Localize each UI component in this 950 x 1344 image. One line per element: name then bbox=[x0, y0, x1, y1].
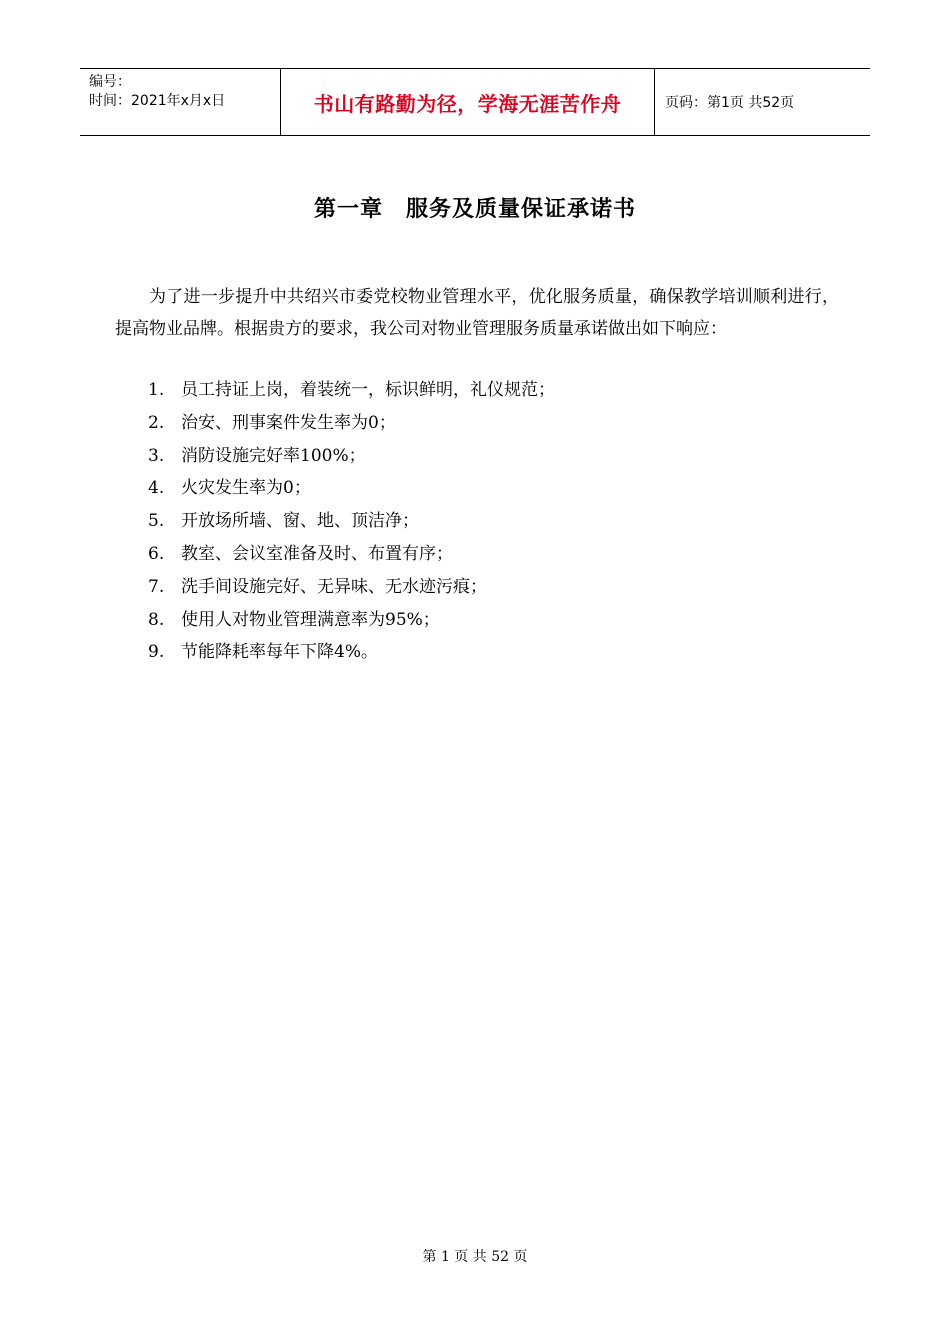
list-item-number: 3. bbox=[148, 445, 165, 466]
list-item-number: 2. bbox=[148, 412, 165, 433]
document-header bbox=[80, 68, 870, 136]
document-date: 时间：2021年x月x日 bbox=[89, 93, 226, 109]
list-item-text: 节能降耗率每年下降4%。 bbox=[181, 642, 378, 663]
list-item-number: 9. bbox=[148, 642, 165, 663]
list-item bbox=[148, 636, 555, 669]
list-item-text: 使用人对物业管理满意率为95%； bbox=[181, 609, 440, 630]
intro-paragraph: 为了进一步提升中共绍兴市委党校物业管理水平，优化服务质量，确保教学培训顺利进行，提高物业品牌。根据贵方的要求，我公司对物业管理服务质量承诺做出如下响应： bbox=[115, 287, 839, 339]
list-item-text: 消防设施完好率100%； bbox=[181, 445, 366, 466]
list-item bbox=[148, 538, 555, 571]
list-item-number: 8. bbox=[148, 609, 165, 630]
page-footer: 第 1 页 共 52 页 bbox=[422, 1249, 528, 1265]
list-item bbox=[148, 407, 555, 440]
list-item bbox=[148, 505, 555, 538]
chapter-title: 第一章 服务及质量保证承诺书 bbox=[313, 197, 636, 222]
list-item bbox=[148, 571, 555, 604]
list-item-number: 6. bbox=[148, 543, 165, 564]
header-motto: 书山有路勤为径，学海无涯苦作舟 bbox=[281, 69, 655, 135]
list-item-text: 员工持证上岗，着装统一，标识鲜明，礼仪规范； bbox=[181, 380, 555, 400]
list-item-text: 教室、会议室准备及时、布置有序； bbox=[181, 543, 453, 564]
list-item-number: 1. bbox=[148, 380, 165, 400]
list-item-number: 4. bbox=[148, 478, 165, 499]
commitment-list bbox=[148, 374, 555, 669]
list-item bbox=[148, 604, 555, 637]
list-item-number: 7. bbox=[148, 576, 165, 597]
list-item-text: 火灾发生率为0； bbox=[181, 478, 311, 499]
list-item bbox=[148, 440, 555, 473]
list-item bbox=[148, 374, 555, 407]
list-item-text: 开放场所墙、窗、地、顶洁净； bbox=[181, 511, 419, 532]
list-item-text: 洗手间设施完好、无异味、无水迹污痕； bbox=[181, 576, 487, 597]
document-number-label: 编号： bbox=[89, 74, 131, 90]
header-page-info: 页码：第1页 共52页 bbox=[665, 95, 795, 111]
list-item-text: 治安、刑事案件发生率为0； bbox=[181, 412, 396, 433]
list-item-number: 5. bbox=[148, 511, 165, 532]
header-meta-cell bbox=[80, 69, 281, 135]
list-item bbox=[148, 472, 555, 505]
